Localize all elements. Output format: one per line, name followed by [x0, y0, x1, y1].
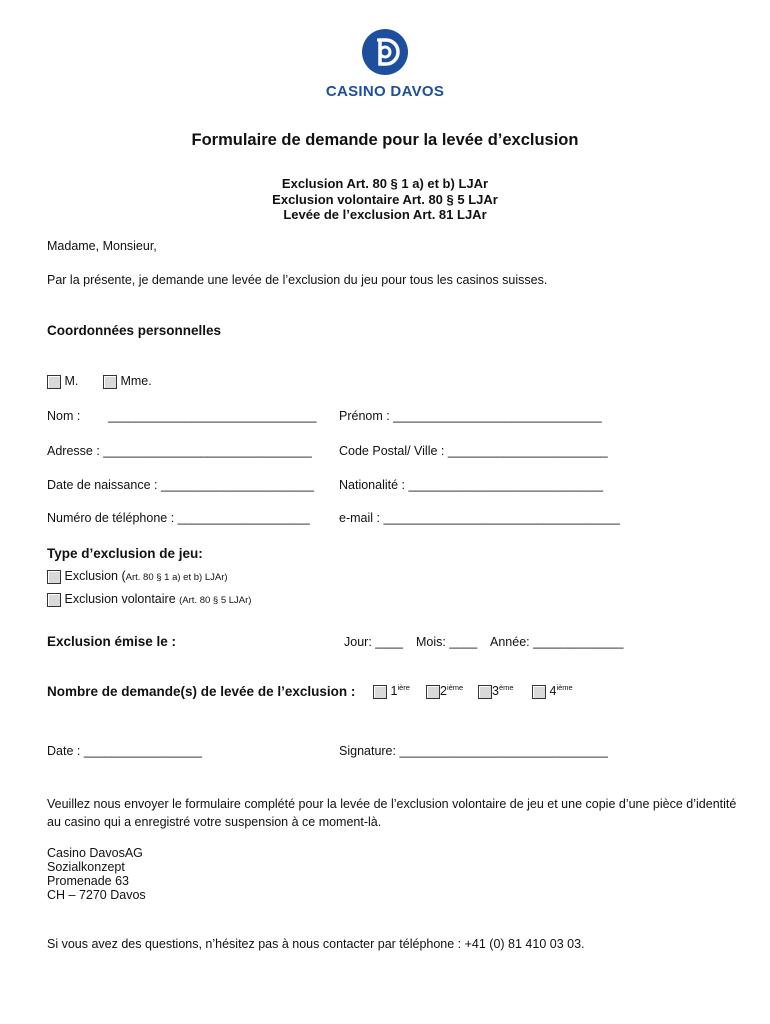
demande-option-4[interactable] — [532, 683, 573, 699]
legal-references — [0, 176, 770, 223]
email-field[interactable]: e-mail : __________________________________ — [339, 511, 620, 525]
mois-field[interactable]: Mois: ____ — [416, 635, 478, 649]
subtitle-line: Exclusion Art. 80 § 1 a) et b) LJAr — [281, 176, 489, 191]
exclusion-option[interactable] — [47, 569, 228, 584]
checkbox-2[interactable] — [426, 685, 440, 699]
jour-field[interactable]: Jour: ____ — [344, 635, 404, 649]
signature-field[interactable]: Signature: ______________________________ — [339, 744, 609, 758]
option-sup: ème — [498, 683, 514, 692]
option-label: Mme. — [120, 374, 152, 388]
adresse-field[interactable]: Adresse : ______________________________ — [47, 444, 312, 458]
nom-field[interactable]: ______________________________ — [108, 409, 317, 423]
option-sup: ière — [397, 683, 410, 692]
option-num: 1 — [390, 684, 398, 699]
demande-option-3[interactable] — [478, 683, 514, 699]
nationalite-field[interactable]: Nationalité : ____________________________ — [339, 478, 604, 492]
telephone-field[interactable]: Numéro de téléphone : ___________________ — [47, 511, 310, 525]
demandes-heading: Nombre de demande(s) de levée de l’exclusion : — [47, 684, 356, 699]
option-label: Exclusion volontaire — [64, 592, 180, 606]
form-title: Formulaire de demande pour la levée d’exclusion — [191, 131, 579, 149]
casino-davos-logo — [361, 28, 409, 76]
contact-text: Si vous avez des questions, n’hésitez pas à nous contacter par téléphone : +41 (0) 81 410 03 03. — [47, 937, 585, 951]
option-num: 3 — [492, 684, 499, 699]
option-label: M. — [64, 374, 79, 388]
option-num: 2 — [440, 684, 447, 699]
checkbox-1[interactable] — [373, 685, 387, 699]
checkbox-exclusion-volontaire[interactable] — [47, 593, 61, 607]
nom-label: Nom : — [47, 409, 81, 423]
address-line: Sozialkonzept — [47, 860, 125, 874]
naissance-field[interactable]: Date de naissance : ______________________ — [47, 478, 314, 492]
emise-heading: Exclusion émise le : — [47, 634, 177, 649]
demande-option-2[interactable] — [426, 683, 463, 699]
checkbox-4[interactable] — [532, 685, 546, 699]
address-line: Casino DavosAG — [47, 846, 143, 860]
subtitle-line: Levée de l’exclusion Art. 81 LJAr — [283, 207, 487, 222]
checkbox-3[interactable] — [478, 685, 492, 699]
instructions-text: Veuillez nous envoyer le formulaire complété pour la levée de l’exclusion volontaire de jeu et une copie d’une pièce d’identité au casino qui a enregistré votre suspension à ce moment-là. — [47, 797, 737, 829]
address-line: Promenade 63 — [47, 874, 130, 888]
option-num: 4 — [549, 684, 557, 699]
intro-text: Par la présente, je demande une levée de l’exclusion du jeu pour tous les casinos suisses. — [47, 273, 548, 287]
salutation: Madame, Monsieur, — [47, 239, 157, 253]
title-option-m[interactable] — [47, 374, 78, 389]
annee-field[interactable]: Année: _____________ — [490, 635, 624, 649]
option-sup: ième — [446, 683, 464, 692]
logo — [0, 28, 770, 100]
checkbox-m[interactable] — [47, 375, 61, 389]
exclusion-volontaire-option[interactable] — [47, 592, 251, 607]
date-field[interactable]: Date : _________________ — [47, 744, 203, 758]
option-label: Exclusion ( — [64, 569, 126, 583]
address-block — [47, 846, 146, 902]
brand-name: CASINO DAVOS — [325, 83, 445, 100]
demande-option-1[interactable] — [373, 683, 410, 699]
option-ref: Art. 80 § 1 a) et b) LJAr) — [125, 572, 228, 583]
checkbox-exclusion[interactable] — [47, 570, 61, 584]
address-line: CH – 7270 Davos — [47, 888, 146, 902]
subtitle-line: Exclusion volontaire Art. 80 § 5 LJAr — [272, 191, 498, 207]
code-postal-field[interactable]: Code Postal/ Ville : _______________________ — [339, 444, 608, 458]
prenom-field[interactable]: Prénom : ______________________________ — [339, 409, 602, 423]
option-sup: ième — [556, 683, 573, 692]
personal-heading: Coordonnées personnelles — [47, 323, 222, 338]
checkbox-mme[interactable] — [103, 375, 117, 389]
title-option-mme[interactable] — [103, 374, 152, 389]
exclusion-type-heading: Type d’exclusion de jeu: — [47, 546, 203, 561]
option-ref: (Art. 80 § 5 LJAr) — [179, 595, 252, 606]
